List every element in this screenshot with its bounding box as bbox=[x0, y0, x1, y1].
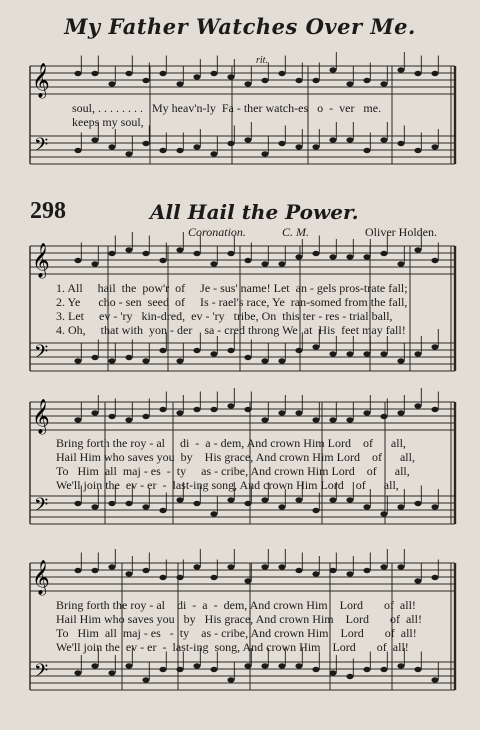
note-head bbox=[312, 571, 319, 576]
hymn-number: 298 bbox=[30, 198, 66, 224]
note-head bbox=[91, 355, 98, 360]
note-head bbox=[261, 78, 268, 83]
verse-line: We'll join the ev - er - last-ing song, And crown Him Lord of all! bbox=[56, 640, 409, 654]
note-head bbox=[125, 247, 132, 252]
top-lyric-line-2: keeps my soul, bbox=[72, 115, 144, 129]
verse-line: To Him all maj - es - ty as - cribe, And crown Him Lord of all! bbox=[56, 626, 417, 640]
note-head bbox=[108, 501, 115, 506]
note-head bbox=[244, 407, 251, 412]
note-head bbox=[210, 667, 217, 672]
note-head bbox=[278, 358, 285, 363]
note-head bbox=[227, 74, 234, 79]
note-head bbox=[244, 81, 251, 86]
note-head bbox=[227, 251, 234, 256]
note-head bbox=[431, 407, 438, 412]
note-head bbox=[363, 504, 370, 509]
note-head bbox=[159, 667, 166, 672]
note-head bbox=[193, 348, 200, 353]
note-head bbox=[329, 67, 336, 72]
note-head bbox=[261, 358, 268, 363]
note-head bbox=[329, 254, 336, 259]
note-head bbox=[74, 358, 81, 363]
ritardando-mark: rit. bbox=[256, 55, 268, 66]
top-lyric-line-1: soul, . . . . . . . . My heav'n-ly Fa - ther watch-es o - ver me. bbox=[72, 101, 382, 115]
top-hymn-title: My Father Watches Over Me. bbox=[64, 14, 416, 39]
note-head bbox=[91, 568, 98, 573]
note-head bbox=[295, 78, 302, 83]
note-head bbox=[414, 247, 421, 252]
note-head bbox=[414, 351, 421, 356]
note-head bbox=[159, 148, 166, 153]
note-head bbox=[346, 674, 353, 679]
note-head bbox=[142, 414, 149, 419]
note-head bbox=[74, 148, 81, 153]
note-head bbox=[261, 417, 268, 422]
note-head bbox=[363, 78, 370, 83]
note-head bbox=[210, 71, 217, 76]
note-head bbox=[295, 348, 302, 353]
note-head bbox=[414, 667, 421, 672]
note-head bbox=[125, 151, 132, 156]
note-head bbox=[397, 663, 404, 668]
note-head bbox=[397, 564, 404, 569]
note-head bbox=[193, 663, 200, 668]
note-head bbox=[363, 148, 370, 153]
note-head bbox=[142, 141, 149, 146]
note-head bbox=[397, 141, 404, 146]
note-head bbox=[278, 71, 285, 76]
note-head bbox=[295, 410, 302, 415]
note-head bbox=[176, 667, 183, 672]
note-head bbox=[329, 670, 336, 675]
note-head bbox=[108, 670, 115, 675]
note-head bbox=[244, 663, 251, 668]
note-head bbox=[159, 258, 166, 263]
note-head bbox=[278, 410, 285, 415]
hymn-title: All Hail the Power. bbox=[150, 200, 359, 224]
note-head bbox=[380, 137, 387, 142]
note-head bbox=[312, 667, 319, 672]
verse-line: Hail Him who saves you by His grace, And crown Him Lord of all! bbox=[56, 612, 422, 626]
note-head bbox=[108, 414, 115, 419]
treble-clef: 𝄞 bbox=[32, 399, 50, 434]
note-head bbox=[397, 261, 404, 266]
note-head bbox=[261, 497, 268, 502]
note-head bbox=[312, 251, 319, 256]
note-head bbox=[91, 663, 98, 668]
composer: Oliver Holden. bbox=[365, 225, 437, 239]
note-head bbox=[176, 81, 183, 86]
note-head bbox=[91, 71, 98, 76]
verse-line: 3. Let ev - 'ry kin-dred, ev - 'ry tribe, On this ter - res - trial ball, bbox=[56, 309, 393, 323]
note-head bbox=[397, 410, 404, 415]
note-head bbox=[210, 351, 217, 356]
note-head bbox=[363, 351, 370, 356]
note-head bbox=[159, 407, 166, 412]
note-head bbox=[295, 144, 302, 149]
note-head bbox=[346, 137, 353, 142]
note-head bbox=[108, 144, 115, 149]
verse-line: To Him all maj - es - ty as - cribe, And crown Him Lord of all, bbox=[56, 464, 410, 478]
note-head bbox=[380, 511, 387, 516]
note-head bbox=[210, 151, 217, 156]
note-head bbox=[278, 663, 285, 668]
bass-clef: 𝄢 bbox=[34, 342, 49, 367]
note-head bbox=[193, 564, 200, 569]
note-head bbox=[363, 254, 370, 259]
note-head bbox=[227, 564, 234, 569]
note-head bbox=[414, 578, 421, 583]
note-head bbox=[329, 417, 336, 422]
note-head bbox=[244, 501, 251, 506]
note-head bbox=[91, 137, 98, 142]
note-head bbox=[261, 663, 268, 668]
note-head bbox=[380, 667, 387, 672]
note-head bbox=[159, 508, 166, 513]
note-head bbox=[193, 74, 200, 79]
note-head bbox=[346, 417, 353, 422]
note-head bbox=[210, 575, 217, 580]
note-head bbox=[176, 410, 183, 415]
verse-line: 1. All hail the pow'r of Je - sus' name! Let an - gels pros-trate fall; bbox=[56, 281, 408, 295]
note-head bbox=[363, 568, 370, 573]
tune-name: Coronation. bbox=[188, 225, 246, 239]
note-head bbox=[91, 261, 98, 266]
note-head bbox=[380, 414, 387, 419]
note-head bbox=[295, 254, 302, 259]
note-head bbox=[74, 501, 81, 506]
note-head bbox=[176, 148, 183, 153]
verse-line: 2. Ye cho - sen seed of Is - rael's race, Ye ran-somed from the fall, bbox=[56, 295, 408, 309]
note-head bbox=[227, 677, 234, 682]
note-head bbox=[227, 403, 234, 408]
note-head bbox=[74, 258, 81, 263]
note-head bbox=[329, 137, 336, 142]
note-head bbox=[210, 511, 217, 516]
note-head bbox=[142, 251, 149, 256]
note-head bbox=[363, 410, 370, 415]
note-head bbox=[295, 497, 302, 502]
note-head bbox=[431, 144, 438, 149]
note-head bbox=[312, 417, 319, 422]
note-head bbox=[193, 407, 200, 412]
note-head bbox=[414, 71, 421, 76]
note-head bbox=[312, 144, 319, 149]
note-head bbox=[227, 141, 234, 146]
note-head bbox=[176, 575, 183, 580]
note-head bbox=[431, 504, 438, 509]
note-head bbox=[74, 71, 81, 76]
note-head bbox=[244, 137, 251, 142]
note-head bbox=[125, 663, 132, 668]
bass-clef: 𝄢 bbox=[34, 135, 49, 160]
note-head bbox=[295, 663, 302, 668]
note-head bbox=[176, 497, 183, 502]
bass-clef: 𝄢 bbox=[34, 495, 49, 520]
note-head bbox=[329, 351, 336, 356]
note-head bbox=[142, 358, 149, 363]
note-head bbox=[193, 501, 200, 506]
verse-line: We'll join the ev - er - last-ing song, And crown Him Lord of all, bbox=[56, 478, 399, 492]
note-head bbox=[142, 568, 149, 573]
note-head bbox=[397, 504, 404, 509]
note-head bbox=[193, 251, 200, 256]
note-head bbox=[346, 497, 353, 502]
note-head bbox=[125, 501, 132, 506]
note-head bbox=[210, 407, 217, 412]
verse-line: 4. Oh, that with yon - der sa - cred throng We at His feet may fall! bbox=[56, 323, 406, 337]
note-head bbox=[414, 403, 421, 408]
note-head bbox=[346, 571, 353, 576]
note-head bbox=[108, 81, 115, 86]
note-head bbox=[244, 258, 251, 263]
note-head bbox=[125, 571, 132, 576]
note-head bbox=[91, 504, 98, 509]
note-head bbox=[278, 261, 285, 266]
note-head bbox=[278, 504, 285, 509]
verse-line: Bring forth the roy - al di - a - dem, And crown Him Lord of all, bbox=[56, 436, 406, 450]
verse-line: Hail Him who saves you by His grace, And crown Him Lord of all, bbox=[56, 450, 415, 464]
note-head bbox=[431, 344, 438, 349]
note-head bbox=[346, 254, 353, 259]
verse-line: Bring forth the roy - al di - a - dem, And crown Him Lord of all! bbox=[56, 598, 416, 612]
note-head bbox=[108, 358, 115, 363]
note-head bbox=[176, 358, 183, 363]
note-head bbox=[329, 497, 336, 502]
note-head bbox=[346, 81, 353, 86]
note-head bbox=[159, 575, 166, 580]
note-head bbox=[74, 568, 81, 573]
note-head bbox=[278, 141, 285, 146]
note-head bbox=[414, 501, 421, 506]
note-head bbox=[227, 497, 234, 502]
note-head bbox=[142, 504, 149, 509]
note-head bbox=[159, 348, 166, 353]
note-head bbox=[244, 578, 251, 583]
note-head bbox=[74, 417, 81, 422]
note-head bbox=[125, 417, 132, 422]
note-head bbox=[142, 677, 149, 682]
note-head bbox=[108, 564, 115, 569]
bass-clef: 𝄢 bbox=[34, 661, 49, 686]
meter: C. M. bbox=[282, 225, 309, 239]
note-head bbox=[176, 247, 183, 252]
note-head bbox=[74, 670, 81, 675]
note-head bbox=[312, 344, 319, 349]
note-head bbox=[227, 348, 234, 353]
note-head bbox=[397, 358, 404, 363]
note-head bbox=[312, 78, 319, 83]
note-head bbox=[414, 148, 421, 153]
note-head bbox=[431, 677, 438, 682]
note-head bbox=[380, 251, 387, 256]
note-head bbox=[380, 564, 387, 569]
note-head bbox=[380, 81, 387, 86]
note-head bbox=[261, 151, 268, 156]
note-head bbox=[278, 564, 285, 569]
note-head bbox=[380, 351, 387, 356]
note-head bbox=[431, 258, 438, 263]
note-head bbox=[329, 568, 336, 573]
treble-clef: 𝄞 bbox=[32, 243, 50, 278]
note-head bbox=[397, 67, 404, 72]
treble-clef: 𝄞 bbox=[32, 560, 50, 595]
note-head bbox=[261, 261, 268, 266]
note-head bbox=[193, 144, 200, 149]
note-head bbox=[295, 568, 302, 573]
note-head bbox=[346, 351, 353, 356]
note-head bbox=[159, 71, 166, 76]
note-head bbox=[363, 667, 370, 672]
note-head bbox=[125, 355, 132, 360]
note-head bbox=[108, 251, 115, 256]
note-head bbox=[142, 78, 149, 83]
note-head bbox=[210, 261, 217, 266]
note-head bbox=[431, 575, 438, 580]
note-head bbox=[125, 71, 132, 76]
treble-clef: 𝄞 bbox=[32, 63, 50, 98]
note-head bbox=[244, 355, 251, 360]
note-head bbox=[312, 508, 319, 513]
note-head bbox=[91, 410, 98, 415]
note-head bbox=[261, 564, 268, 569]
note-head bbox=[431, 71, 438, 76]
